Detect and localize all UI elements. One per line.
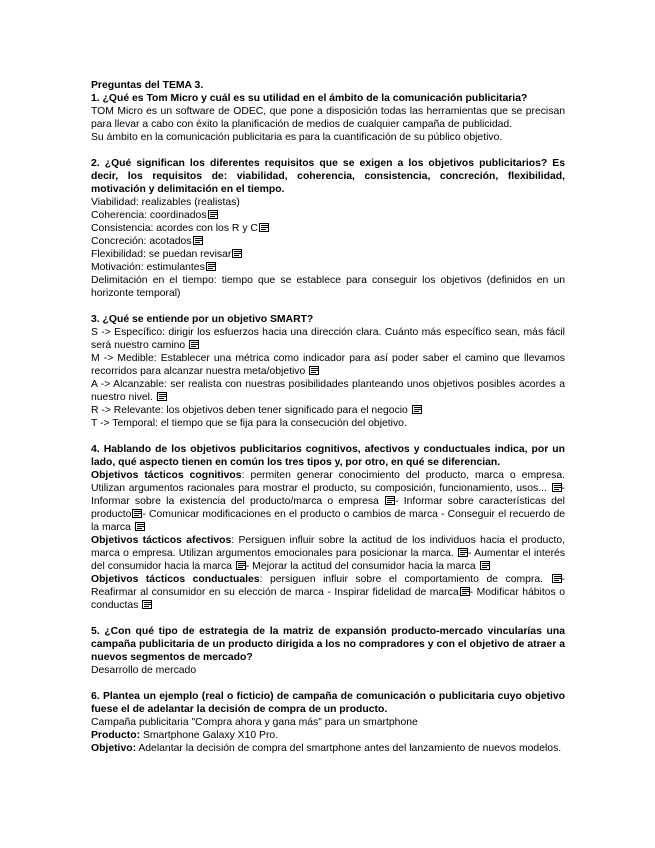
question-2-block — [91, 157, 565, 300]
smart-a: A -> Alcanzable: ser realista con nuestras posibilidades planteando unos objetivos posibles acordes a nuestro nivel. — [91, 379, 565, 403]
document-body — [91, 79, 565, 768]
placeholder-glyph-icon — [193, 236, 203, 245]
question-3: 3. ¿Qué se entiende por un objetivo SMART? — [91, 314, 314, 325]
question-4: 4. Hablando de los objetivos publicitarios cognitivos, afectivos y conductuales indica, por un lado, qué aspecto tienen en común los tres tipos y, por otro, en qué se diferencian. — [91, 444, 565, 468]
question-3-block — [91, 313, 565, 430]
question-5-block — [91, 625, 565, 677]
affective-objectives: Objetivos tácticos afectivos: Persiguen influir sobre la actitud de los individuos hacia el producto, marca o empresa. Utilizan argumentos emocionales para posicionar la marca. - Aumentar el interés del consumidor hacia la marca - Mejorar la actitud del consumidor hacia la marca — [91, 535, 566, 572]
smart-s: S -> Específico: dirigir los esfuerzos hacia una dirección clara. Cuánto más específico sean, más fácil será nuestro camino — [91, 327, 565, 351]
placeholder-glyph-icon — [236, 561, 246, 570]
smart-r: R -> Relevante: los objetivos deben tener significado para el negocio — [91, 404, 565, 417]
placeholder-glyph-icon — [206, 262, 216, 271]
placeholder-glyph-icon — [232, 249, 242, 258]
placeholder-glyph-icon — [309, 366, 319, 375]
question-6-block — [91, 690, 565, 755]
cognitive-label: Objetivos tácticos cognitivos — [91, 470, 242, 481]
question-6: 6. Plantea un ejemplo (real o ficticio) de campaña de comunicación o publicitaria cuyo objetivo fuese el de adelantar la decisión de compra de un producto. — [91, 691, 565, 715]
answer-coherencia: Coherencia: coordinados — [91, 209, 565, 222]
campaign-objective: Objetivo: Adelantar la decisión de compra del smartphone antes del lanzamiento de nuevos modelos. — [91, 743, 562, 754]
smart-t: T -> Temporal: el tiempo que se fija para la consecución del objetivo. — [91, 418, 407, 429]
question-1: 1. ¿Qué es Tom Micro y cuál es su utilidad en el ámbito de la comunicación publicitaria? — [91, 93, 528, 104]
placeholder-glyph-icon — [189, 340, 199, 349]
placeholder-glyph-icon — [552, 483, 562, 492]
placeholder-glyph-icon — [412, 405, 422, 414]
placeholder-glyph-icon — [132, 509, 142, 518]
question-4-block — [91, 443, 565, 612]
answer-delimitacion: Delimitación en el tiempo: tiempo que se establece para conseguir los objetivos (definidos en un horizonte temporal) — [91, 275, 565, 299]
answer-flexibilidad: Flexibilidad: se puedan revisar — [91, 248, 565, 261]
answer-viabilidad: Viabilidad: realizables (realistas) — [91, 197, 240, 208]
campaign-product: Producto: Smartphone Galaxy X10 Pro. — [91, 730, 279, 741]
cognitive-objectives: Objetivos tácticos cognitivos: permiten generar conocimiento del producto, marca o empresa. Utilizan argumentos racionales para mostrar el producto, su composición, funcionamiento, usos... - Informar sobre la existencia del producto/marca o empresa - Informar sobre características del producto - Comunicar modificaciones en el producto o cambios de marca - Conseguir el recuerdo de la marca — [91, 470, 565, 533]
answer-5: Desarrollo de mercado — [91, 665, 197, 676]
conductual-objectives: Objetivos tácticos conductuales: persiguen influir sobre el comportamiento de compra. - Reafirmar al consumidor en su elección de marca - Inspirar fidelidad de marca - Modificar hábitos o conductas — [91, 574, 566, 611]
placeholder-glyph-icon — [385, 496, 395, 505]
placeholder-glyph-icon — [157, 392, 167, 401]
question-5: 5. ¿Con qué tipo de estrategia de la matriz de expansión producto-mercado vincularías una campaña publicitaria de un producto dirigida a los no compradores y con el objetivo de atraer a nuevos segmentos de mercado? — [91, 626, 565, 663]
placeholder-glyph-icon — [208, 210, 218, 219]
affective-label: Objetivos tácticos afectivos — [91, 535, 232, 546]
answer-concrecion: Concreción: acotados — [91, 235, 565, 248]
placeholder-glyph-icon — [135, 522, 145, 531]
question-2: 2. ¿Qué significan los diferentes requisitos que se exigen a los objetivos publicitarios? Es decir, los requisitos de: viabilidad, coherencia, consistencia, concreción, flexibilidad, motivación y delimitación en el tiempo. — [91, 158, 565, 195]
placeholder-glyph-icon — [458, 548, 468, 557]
conductual-label: Objetivos tácticos conductuales — [91, 574, 260, 585]
question-1-block — [91, 92, 565, 144]
placeholder-glyph-icon — [142, 600, 152, 609]
answer-1-paragraph-1: TOM Micro es un software de ODEC, que pone a disposición todas las herramientas que se precisan para llevar a cabo con éxito la planificación de medios de cualquier campaña de publicidad. — [91, 106, 565, 130]
placeholder-glyph-icon — [460, 587, 470, 596]
placeholder-glyph-icon — [552, 574, 562, 583]
answer-1-paragraph-2: Su ámbito en la comunicación publicitaria es para la cuantificación de su público objetivo. — [91, 132, 503, 143]
document-title: Preguntas del TEMA 3. — [91, 80, 204, 91]
answer-motivacion: Motivación: estimulantes — [91, 261, 565, 274]
placeholder-glyph-icon — [480, 561, 490, 570]
campaign-name: Campaña publicitaria "Compra ahora y gana más" para un smartphone — [91, 717, 418, 728]
answer-consistencia: Consistencia: acordes con los R y C — [91, 222, 565, 235]
smart-m: M -> Medible: Establecer una métrica como indicador para así poder saber el camino que llevamos recorridos para alcanzar nuestra meta/objetivo — [91, 353, 565, 377]
placeholder-glyph-icon — [259, 223, 269, 232]
